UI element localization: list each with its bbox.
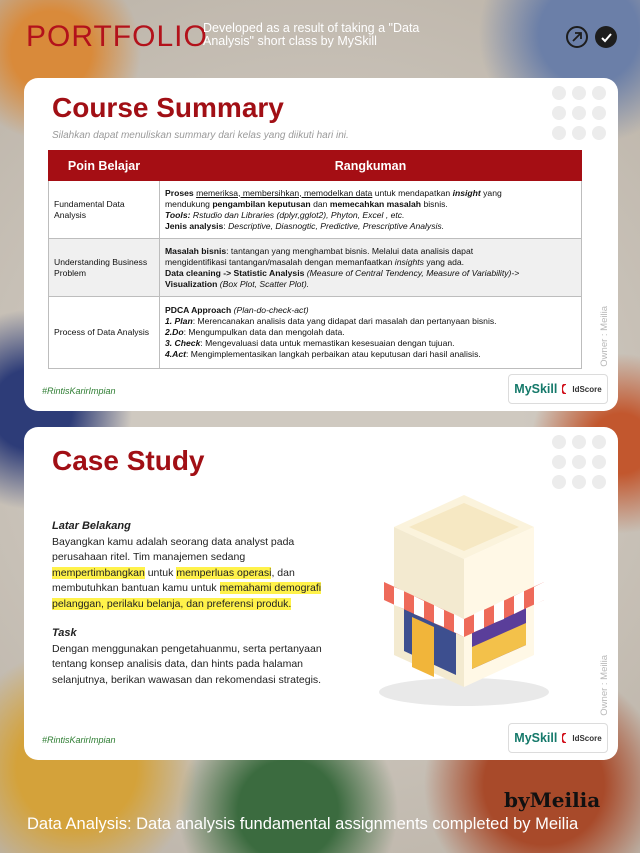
portfolio-title: PORTFOLIO [26,20,208,53]
text-run: yang [480,187,502,198]
summary-line [165,349,576,360]
text-run: untuk [144,566,177,579]
text-run: bisnis. [421,198,448,209]
partner-logos [508,374,608,404]
header-subtitle-line: Analysis" short class by MySkill [203,34,377,48]
header-subtitle [203,22,453,48]
text-run: yang ada. [423,256,465,267]
table-row [49,181,582,239]
summary-line [165,188,576,199]
summary-line [165,316,576,327]
text-run: : Merencanakan analisis data yang didapat dari masalah dan pertanyaan bisnis. [192,316,497,326]
table-row [49,239,582,297]
text-run: pelanggan, perilaku belanja, dan preferensi produk. [52,597,292,610]
owner-label: Owner : Meilia [599,655,610,716]
paragraph-line [52,566,342,582]
summary-line [165,246,576,257]
owner-label: Owner : Meilia [599,306,610,367]
idscore-logo [562,384,601,394]
text-run: 3. Check [165,338,201,348]
task-line: tentang konsep analisis data, dan hints pada halaman [52,658,304,670]
idscore-mark-icon [562,384,570,394]
text-run: membutuhkan bantuan kamu untuk [52,582,220,594]
summary-line [165,338,576,349]
text-run: memecahkan masalah [329,198,422,209]
arrow-up-right-icon[interactable] [566,26,588,48]
text-run: Descriptive, Diasnogtic, Predictive, Prescriptive Analysis. [228,220,445,231]
text-run: 4.Act [165,349,187,359]
text-run: Visualization [165,278,218,289]
text-run: Masalah bisnis [165,245,227,256]
table-cell-rangkuman [160,297,582,369]
text-run: 2.Do [165,327,184,337]
text-run: (Plan-do-check-act) [231,305,309,315]
text-run: memeriksa, membersihkan, memodelkan data [196,187,373,198]
store-icon [354,487,564,717]
case-study-title: Case Study [52,445,205,476]
course-summary-title: Course Summary [52,92,284,123]
text-run: Jenis analysis [165,220,224,231]
idscore-text: IdScore [572,384,602,394]
myskill-logo: MySkill [514,382,558,396]
text-run: pengambilan keputusan [212,198,311,209]
summary-line [165,210,576,221]
summary-line [165,327,576,338]
paragraph-line [52,535,342,551]
text-run: untuk mendapatkan [372,187,453,198]
text-run: (Box Plot, Scatter Plot). [217,278,310,289]
table-cell-rangkuman [160,239,582,297]
myskill-logo: MySkill [514,731,558,745]
bottom-caption: Data Analysis: Data analysis fundamental assignments completed by Meilia [27,815,579,833]
text-run: memahami demografi [219,582,322,594]
text-run: mengidentifikasi tantangan/masalah dengan memanfaatkan [165,256,395,267]
idscore-text: IdScore [572,733,602,743]
text-run: Tools: [165,209,191,220]
course-summary-card [24,78,618,411]
text-run: mempertimbangkan [52,566,145,579]
summary-line [165,305,576,316]
summary-table [48,150,582,369]
task-heading: Task [52,627,77,639]
text-run: 1. Plan [165,316,193,326]
background-paragraph [52,535,342,613]
table-cell-poin: Process of Data Analysis [49,297,160,369]
task-line: selanjutnya, berikan wawasan dan rekomendasi strategis. [52,673,322,686]
text-run: : Mengumpulkan data dan mengolah data. [183,327,345,337]
table-header: Rangkuman [160,151,582,181]
text-run: Rstudio dan Libraries (dplyr,gglot2), Phyton, Excel , etc. [190,209,405,220]
task-line: Dengan menggunakan pengetahuanmu, serta pertanyaan [52,642,322,655]
summary-line [165,257,576,268]
text-run: : Mengevaluasi data untuk memastikan kesesuaian dengan tujuan. [200,338,455,348]
text-run: : [223,220,229,231]
background-heading: Latar Belakang [52,520,131,532]
summary-line [165,268,576,279]
text-run: Bayangkan kamu adalah seorang data analyst pada [52,535,295,548]
table-row [49,297,582,369]
table-cell-poin: Understanding Business Problem [49,239,160,297]
text-run: PDCA Approach [165,305,232,315]
text-run: mendukung [165,198,213,209]
summary-line [165,199,576,210]
case-study-text [52,519,342,688]
header-subtitle-line: Developed as a result of taking a "Data [203,21,420,35]
table-cell-rangkuman [160,181,582,239]
paragraph-line [52,597,342,613]
summary-line [165,279,576,290]
table-header: Poin Belajar [49,151,160,181]
paragraph-line [52,581,342,597]
decorative-dots [552,435,608,491]
text-run: Proses [165,187,194,198]
idscore-logo [562,733,601,743]
task-paragraph [52,642,342,689]
text-run: insight [452,187,481,198]
text-run: perusahaan ritel. Tim manajemen sedang [52,551,246,563]
table-cell-poin: Fundamental Data Analysis [49,181,160,239]
decorative-dots [552,86,608,142]
text-run: : Mengimplementasikan langkah perbaikan atau keputusan dari hasil analisis. [186,349,481,359]
bymeilia-logo: byMeilia [504,788,601,812]
partner-logos [508,723,608,753]
text-run: : tantangan yang menghambat bisnis. Melalui data analisis dapat [226,245,474,256]
case-study-card [24,427,618,760]
idscore-mark-icon [562,733,570,743]
hashtag-label: #RintisKarirImpian [42,735,116,745]
header [0,0,640,70]
hashtag-label: #RintisKarirImpian [42,386,116,396]
check-icon[interactable] [595,26,617,48]
text-run: (Measure of Central Tendency, Measure of Variability)-> [304,267,520,278]
text-run: insights [394,256,424,267]
text-run: dan [310,198,330,209]
text-run: , dan [271,566,295,579]
paragraph-line [52,550,342,566]
course-summary-description: Silahkan dapat menuliskan summary dari kelas yang diikuti hari ini. [52,130,349,141]
text-run: memperluas operasi [176,566,272,579]
text-run: Data cleaning -> Statistic Analysis [165,267,305,278]
summary-line [165,221,576,232]
